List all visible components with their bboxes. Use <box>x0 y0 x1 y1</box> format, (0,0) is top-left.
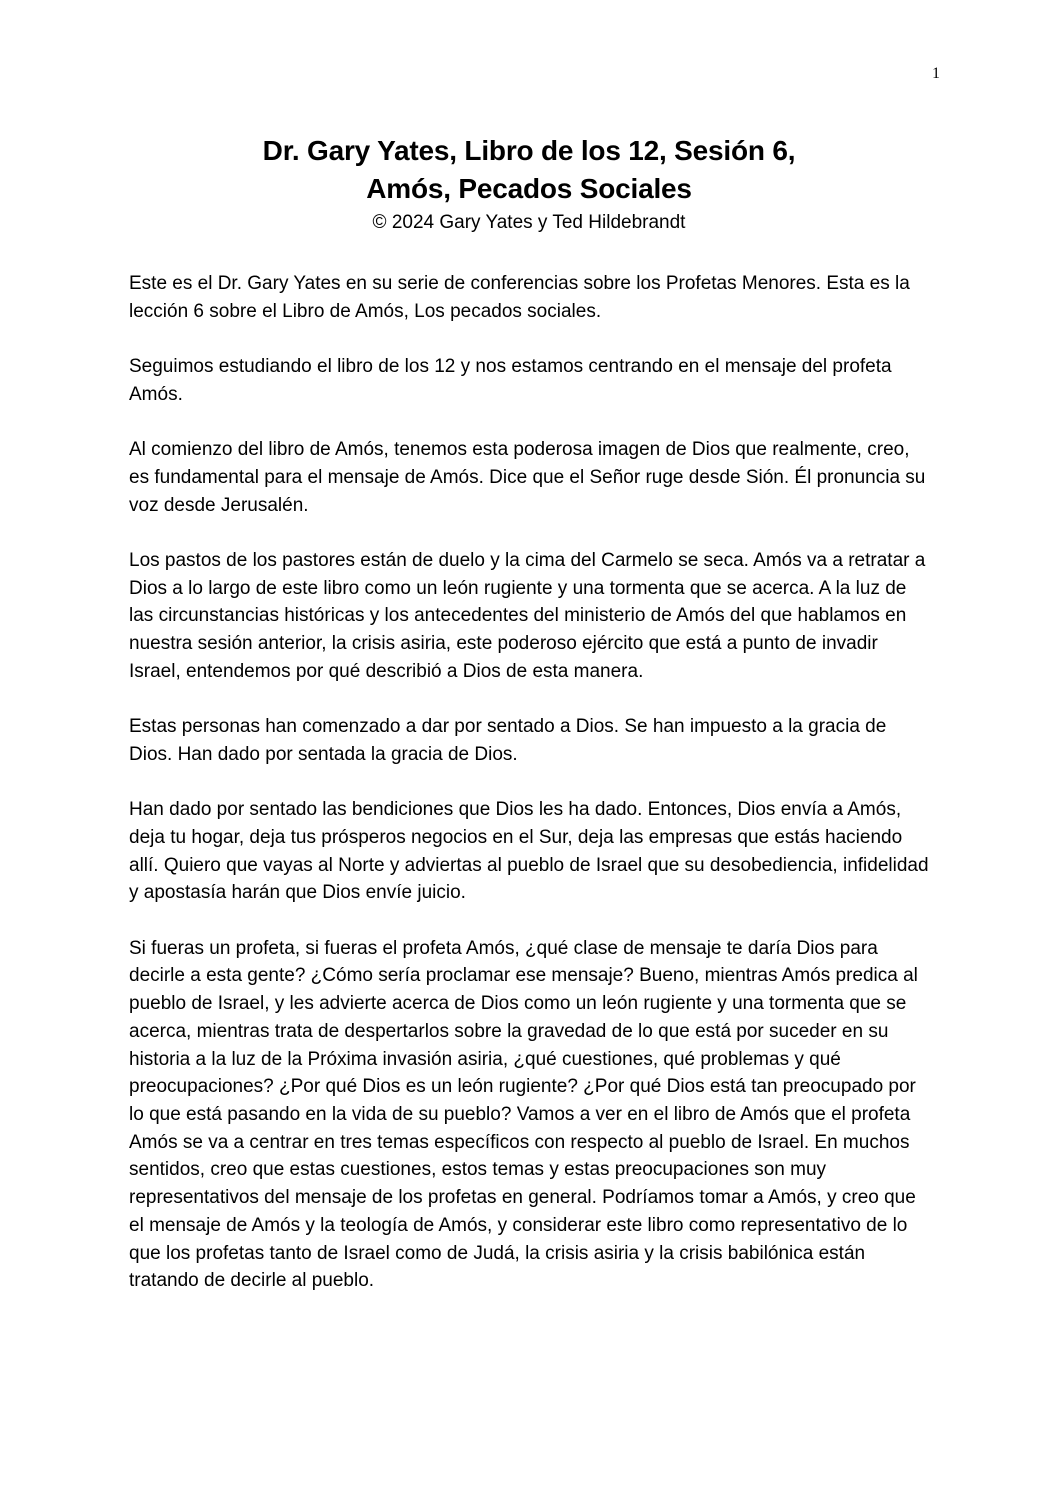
paragraph-6: Han dado por sentado las bendiciones que Dios les ha dado. Entonces, Dios envía a Amós, deja tu hogar, deja tus prósperos negocios en el Sur, deja las empresas que estás haciendo allí. Quiero que vayas al Norte y adviertas al pueblo de Israel que su desobediencia, infidelidad y apostasía harán que Dios envíe juicio. <box>129 799 929 904</box>
document-body <box>129 270 931 1323</box>
paragraph-3: Al comienzo del libro de Amós, tenemos esta poderosa imagen de Dios que realmente, creo, es fundamental para el mensaje de Amós. Dice que el Señor ruge desde Sión. Él pronuncia su voz desde Jerusalén. <box>129 439 926 516</box>
paragraph-2: Seguimos estudiando el libro de los 12 y nos estamos centrando en el mensaje del profeta Amós. <box>129 356 892 405</box>
copyright-line: © 2024 Gary Yates y Ted Hildebrandt <box>372 212 686 233</box>
paragraph-7: Si fueras un profeta, si fueras el profeta Amós, ¿qué clase de mensaje te daría Dios para decirle a esta gente? ¿Cómo sería proclamar ese mensaje? Bueno, mientras Amós predica al pueblo de Israel, y les advierte acerca de Dios como un león rugiente y una tormenta que se acerca, mientras trata de despertarlos sobre la gravedad de lo que está por suceder en su historia a la luz de la Próxima invasión asiria, ¿qué cuestiones, qué problemas y qué preocupaciones? ¿Por qué Dios es un león rugiente? ¿Por qué Dios está tan preocupado por lo que está pasando en la vida de su pueblo? Vamos a ver en el libro de Amós que el profeta Amós se va a centrar en tres temas específicos con respecto al pueblo de Israel. En muchos sentidos, creo que estas cuestiones, estos temas y estas preocupaciones son muy representativos del mensaje de los profetas en general. Podríamos tomar a Amós, y creo que el mensaje de Amós y la teología de Amós, y considerar este libro como representativo de lo que los profetas tanto de Israel como de Judá, la crisis asiria y la crisis babilónica están tratando de decirle al pueblo. <box>129 937 918 1292</box>
document-header <box>0 132 1058 236</box>
paragraph-5: Estas personas han comenzado a dar por sentado a Dios. Se han impuesto a la gracia de Dios. Han dado por sentada la gracia de Dios. <box>129 716 887 765</box>
page-number: 1 <box>932 65 940 82</box>
title-line-1: Dr. Gary Yates, Libro de los 12, Sesión 6, <box>262 135 796 166</box>
title-line-2: Amós, Pecados Sociales <box>366 173 692 204</box>
paragraph-1: Este es el Dr. Gary Yates en su serie de conferencias sobre los Profetas Menores. Esta es la lección 6 sobre el Libro de Amós, Los pecados sociales. <box>129 273 910 322</box>
paragraph-4: Los pastos de los pastores están de duelo y la cima del Carmelo se seca. Amós va a retratar a Dios a lo largo de este libro como un león rugiente y una tormenta que se acerca. A la luz de las circunstancias históricas y los antecedentes del ministerio de Amós del que hablamos en nuestra sesión anterior, la crisis asiria, este poderoso ejército que está a punto de invadir Israel, entendemos por qué describió a Dios de esta manera. <box>129 549 926 682</box>
